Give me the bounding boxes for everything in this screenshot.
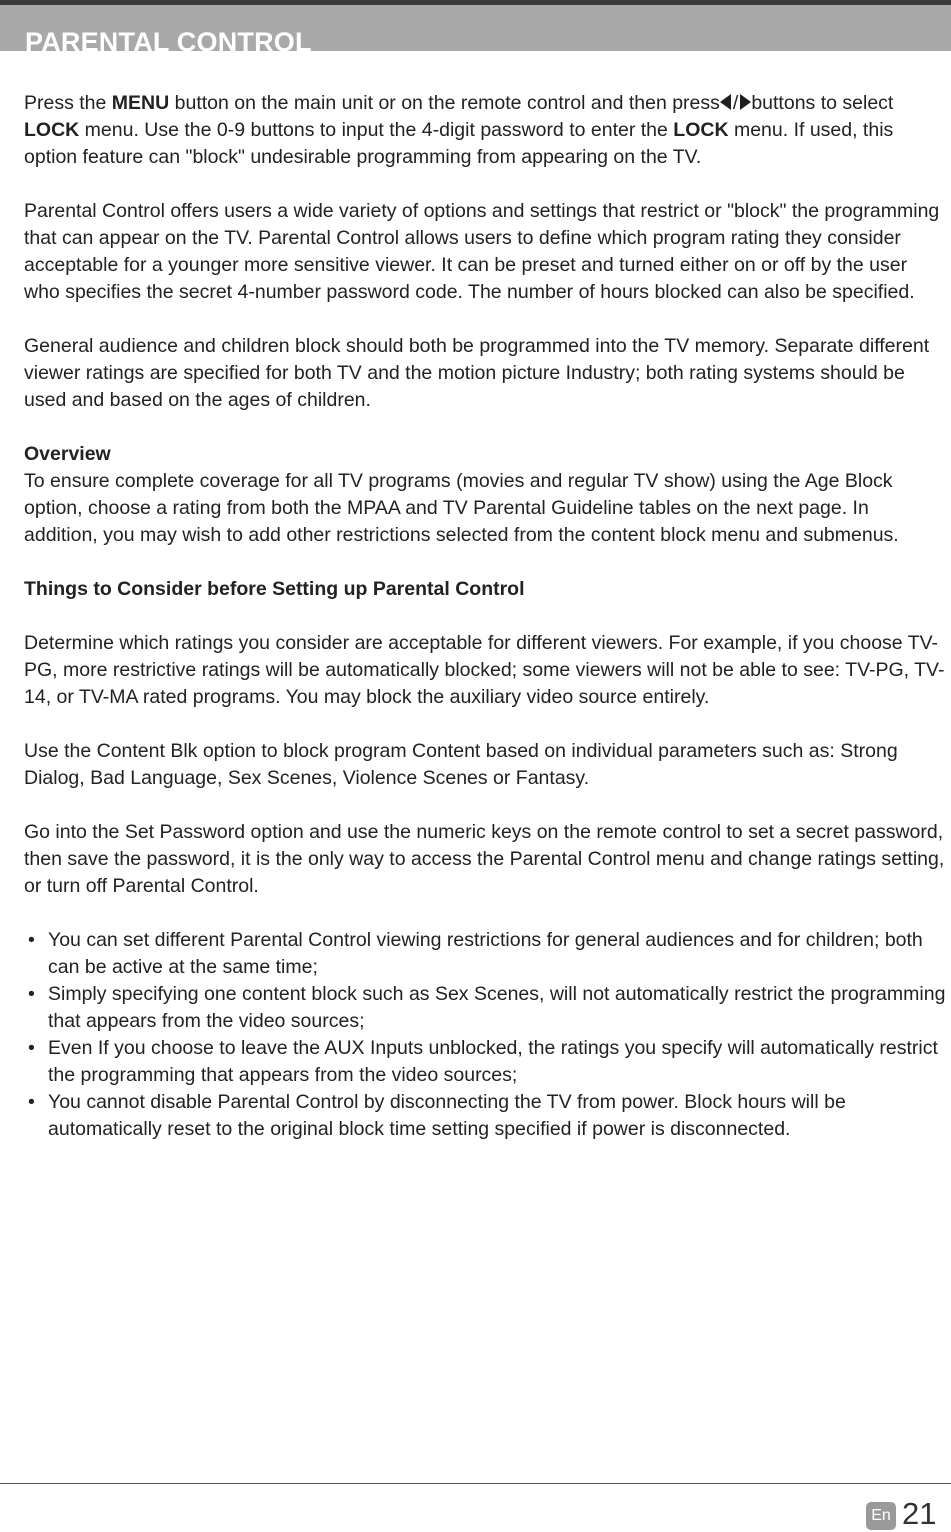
overview-paragraph: To ensure complete coverage for all TV programs (movies and regular TV show) using the Age Block option, choose a rating from both the MPAA and TV Parental Guideline tables on the next page. In addition, you may wish to add other restrictions selected from the content block menu and submenus. [24,470,899,546]
page-number: 21 [902,1496,937,1531]
intro-text: menu. If used, this option feature can "block" undesirable programming from appearing on the TV. [24,119,894,168]
list-item [24,1035,946,1089]
intro-paragraph-3: General audience and children block should both be programmed into the TV memory. Separate different viewer ratings are specified for both TV and the motion picture Industry; both rating systems should be used and based on the ages of children. [24,335,930,411]
left-triangle-icon [720,94,731,110]
bullet-icon: • [28,1091,35,1113]
things-paragraph-1: Determine which ratings you consider are acceptable for different viewers. For example, if you choose TV-PG, more restrictive ratings will be automatically blocked; some viewers will not be able to see: TV-PG, TV-14, or TV-MA rated programs. You may block the auxiliary video source entirely. [24,632,945,708]
lock-keyword: LOCK [673,119,729,141]
bullet-icon: • [28,983,35,1005]
overview-heading: Overview [24,443,111,465]
intro-text: button on the main unit or on the remote control and then press [169,92,720,114]
intro-text: buttons to select [751,92,894,114]
intro-text: menu. Use the 0-9 buttons to input the 4-digit password to enter the [79,119,674,141]
list-item-text: Simply specifying one content block such as Sex Scenes, will not automatically restrict the programming that appears from the video sources; [48,983,946,1032]
list-item [24,927,946,981]
footer-divider [0,1483,951,1484]
bullet-list [24,927,946,1143]
things-to-consider-heading: Things to Consider before Setting up Parental Control [24,578,525,600]
intro-text: Press the [24,92,112,114]
lock-keyword: LOCK [24,119,80,141]
list-item-text: You can set different Parental Control viewing restrictions for general audiences and for children; both can be active at the same time; [48,929,923,978]
language-badge: En [866,1502,896,1530]
page-title: PARENTAL CONTROL [25,27,312,57]
menu-keyword: MENU [111,92,170,114]
list-item [24,1089,946,1143]
section-header-bar [0,5,951,57]
content [24,90,946,1143]
things-paragraph-2: Use the Content Blk option to block program Content based on individual parameters such as: Strong Dialog, Bad Language, Sex Scenes, Violence Scenes or Fantasy. [24,740,898,789]
things-paragraph-3: Go into the Set Password option and use the numeric keys on the remote control to set a secret password, then save the password, it is the only way to access the Parental Control menu and change ratings setting, or turn off Parental Control. [24,821,945,897]
intro-paragraph-2: Parental Control offers users a wide variety of options and settings that restrict or "block" the programming that can appear on the TV. Parental Control allows users to define which program rating they consider acceptable for a younger more sensitive viewer. It can be preset and turned either on or off by the user who specifies the secret 4-number password code. The number of hours blocked can also be specified. [24,200,940,303]
intro-paragraph-1 [24,90,946,171]
list-item [24,981,946,1035]
bullet-icon: • [28,1037,35,1059]
list-item-text: Even If you choose to leave the AUX Inputs unblocked, the ratings you specify will automatically restrict the programming that appears from the video sources; [48,1037,938,1086]
list-item-text: You cannot disable Parental Control by disconnecting the TV from power. Block hours will be automatically reset to the original block time setting specified if power is disconnected. [48,1091,846,1140]
separator: / [732,92,739,114]
bullet-icon: • [28,929,35,951]
right-triangle-icon [740,94,751,110]
